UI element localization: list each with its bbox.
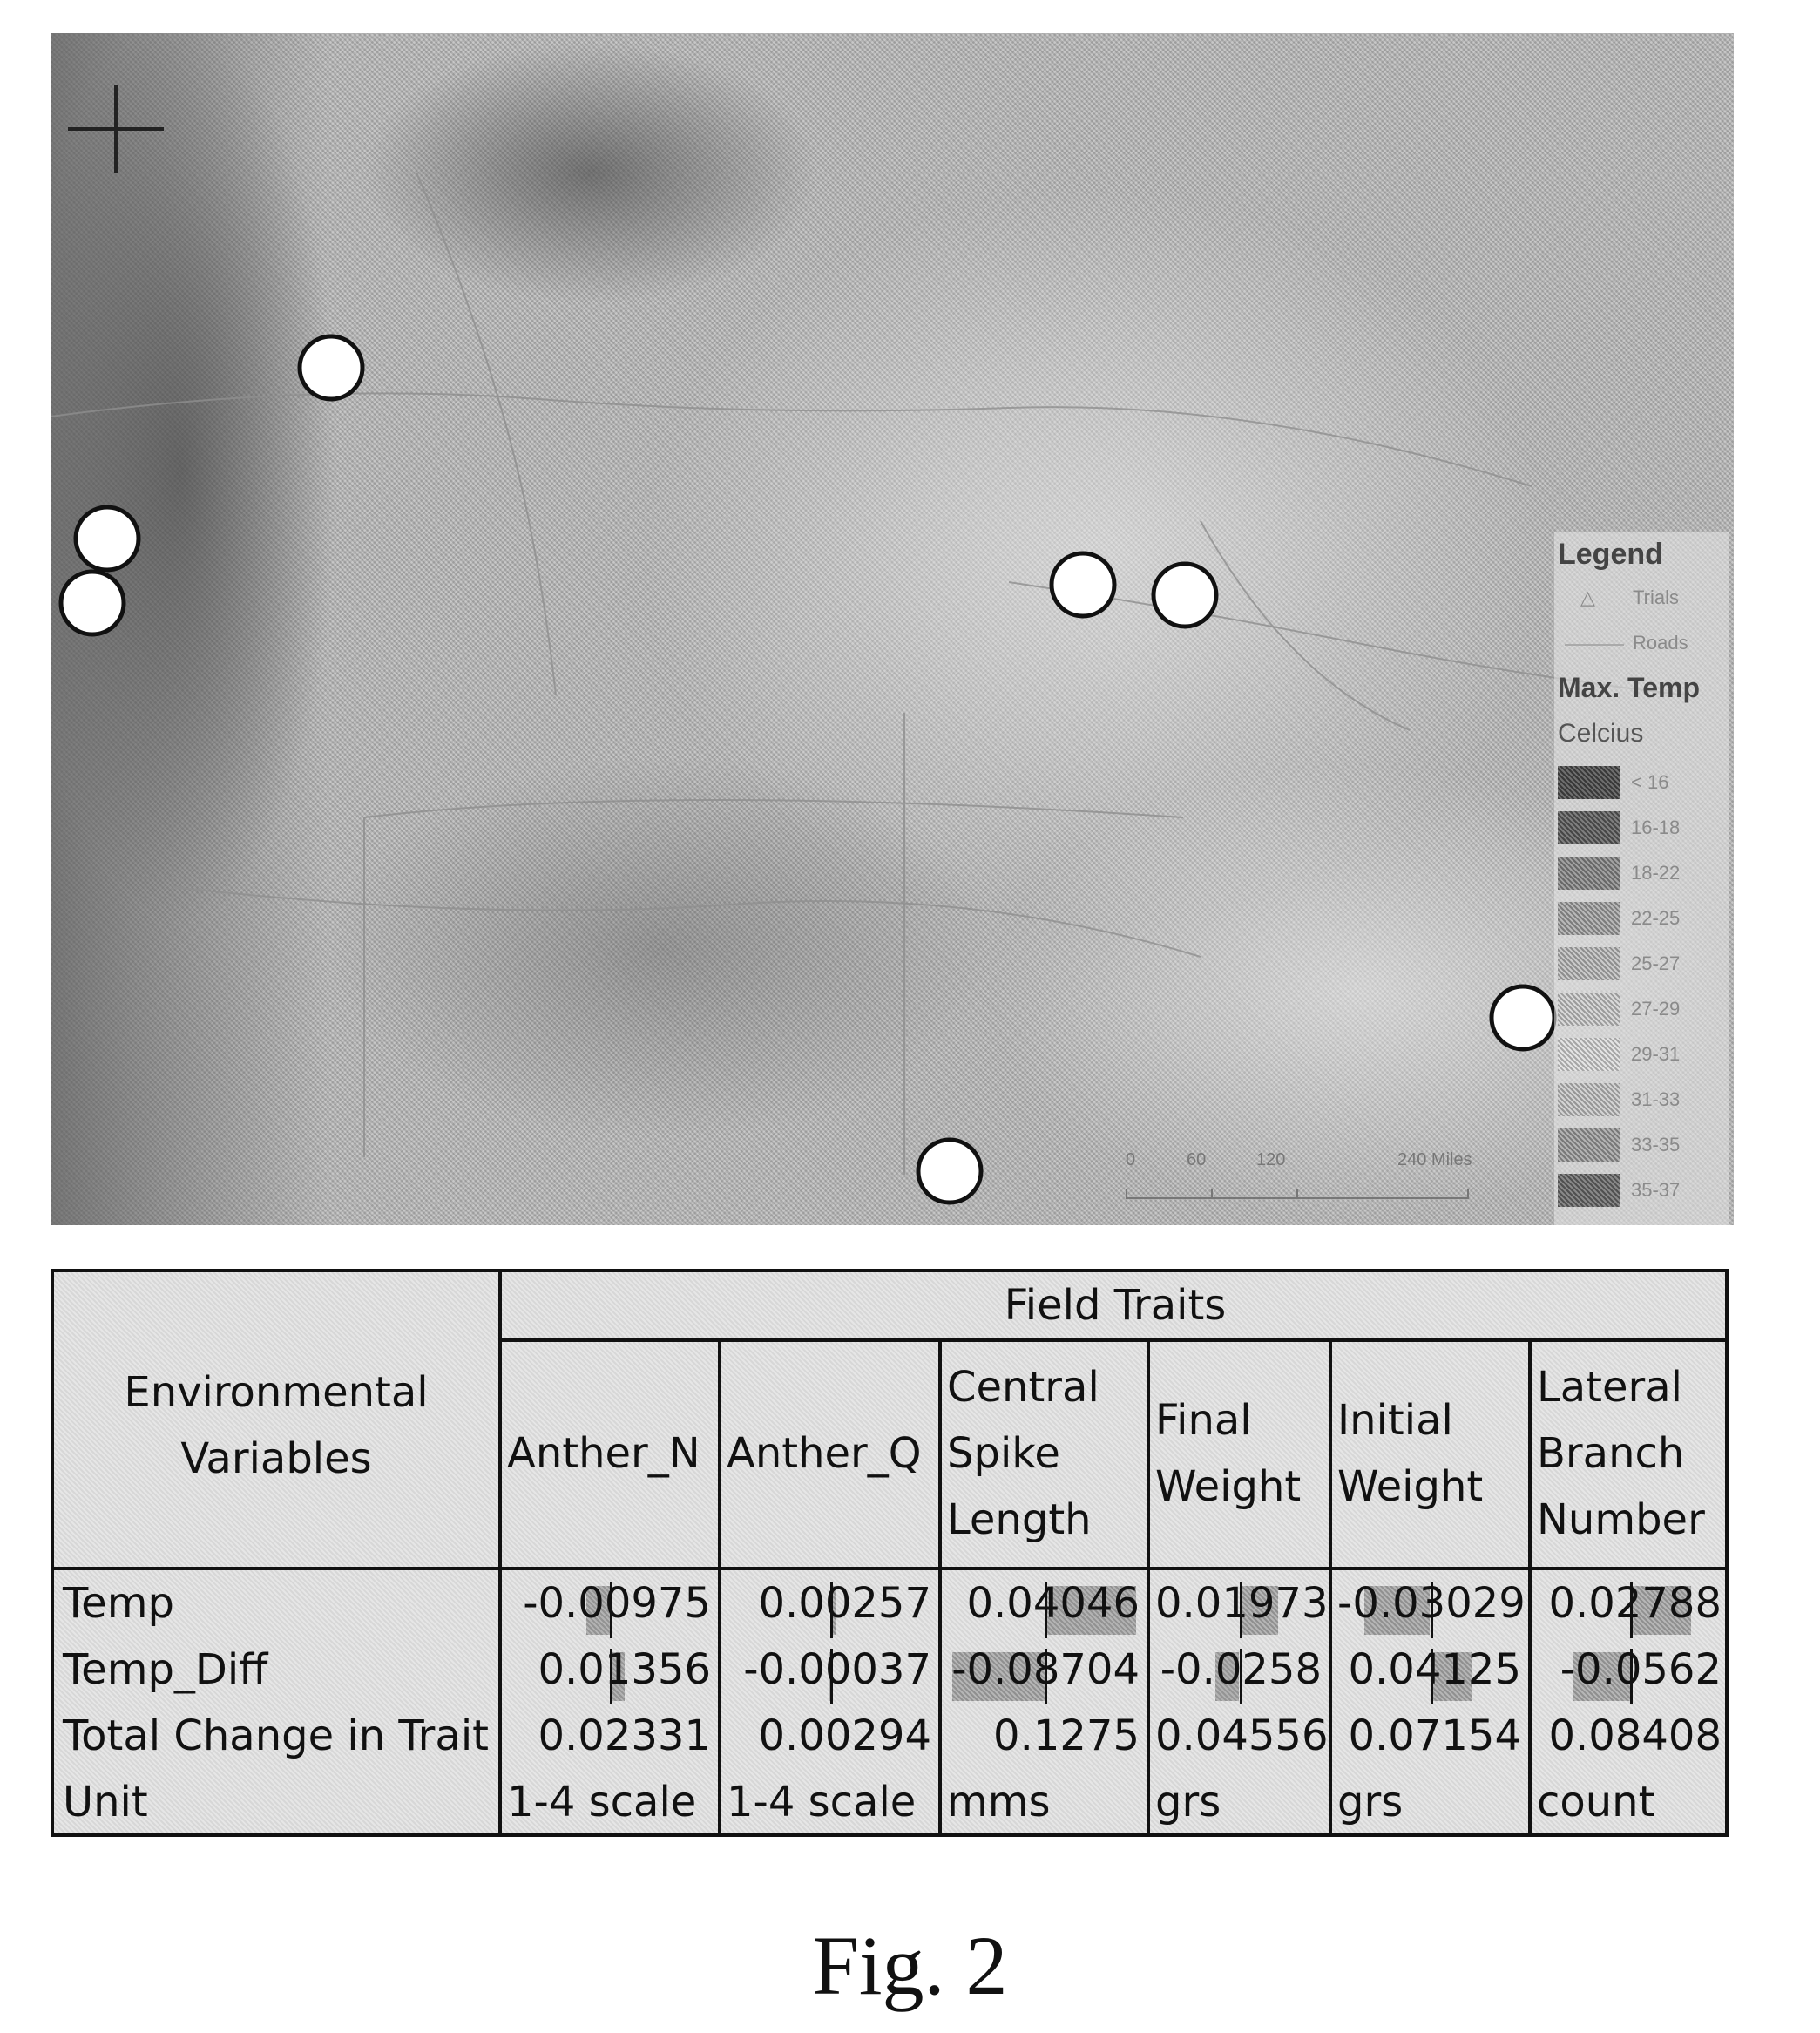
map-terrain <box>51 33 1734 1225</box>
trial-site-marker <box>918 1140 981 1203</box>
column-header: Anther_N <box>507 1429 700 1478</box>
legend-swatch <box>1558 1038 1620 1071</box>
unit-cell: 1-4 scale <box>727 1778 917 1826</box>
legend-item-trials: Trials <box>1633 586 1679 608</box>
legend-swatch <box>1558 1083 1620 1116</box>
value-cell: -0.08704 <box>951 1645 1140 1694</box>
value-cell: 0.02788 <box>1548 1579 1722 1628</box>
value-cell: 0.01973 <box>1155 1579 1329 1628</box>
trial-site-marker <box>300 336 362 399</box>
scale-tick-label: 240 Miles <box>1397 1150 1472 1169</box>
unit-cell: count <box>1537 1778 1655 1826</box>
legend-swatch <box>1558 811 1620 844</box>
legend-class-label: < 16 <box>1631 771 1669 793</box>
column-header: Lateral Branch Number <box>1537 1363 1705 1544</box>
legend-class-label: 22-25 <box>1631 907 1681 929</box>
legend-swatch <box>1558 1128 1620 1162</box>
value-cell: 0.1275 <box>993 1711 1140 1760</box>
trial-site-marker <box>1154 564 1216 627</box>
trial-site-marker <box>1492 986 1554 1049</box>
value-cell: -0.00975 <box>523 1579 711 1628</box>
legend-variable: Max. Temp <box>1558 672 1700 703</box>
legend-class <box>1558 1174 1723 1209</box>
value-cell: -0.0562 <box>1560 1645 1722 1694</box>
temperature-map <box>51 33 1734 1225</box>
value-cell: 0.04556 <box>1155 1711 1329 1760</box>
figure-caption: Fig. 2 <box>812 1919 1008 2012</box>
trait-table <box>51 1269 1729 1837</box>
value-cell: 0.01356 <box>538 1645 711 1694</box>
legend-class-label: 27-29 <box>1631 998 1681 1020</box>
legend-item-roads: Roads <box>1633 632 1688 654</box>
scale-tick-label: 60 <box>1187 1150 1207 1169</box>
row-label-temp: Temp <box>63 1579 174 1628</box>
value-cell: -0.03029 <box>1337 1579 1526 1628</box>
legend-title: Legend <box>1558 538 1663 571</box>
unit-cell: grs <box>1155 1778 1221 1826</box>
legend-class-label: 18-22 <box>1631 862 1681 884</box>
row-label-unit: Unit <box>63 1778 148 1826</box>
legend-swatch <box>1558 902 1620 935</box>
value-cell: 0.00257 <box>758 1579 931 1628</box>
legend-class <box>1558 1128 1723 1163</box>
column-header: Anther_Q <box>727 1429 922 1478</box>
legend-unit: Celcius <box>1558 719 1644 748</box>
legend-class <box>1558 766 1723 801</box>
value-cell: 0.08408 <box>1548 1711 1722 1760</box>
column-header: Final Weight <box>1155 1396 1302 1511</box>
unit-cell: 1-4 scale <box>507 1778 697 1826</box>
legend-class <box>1558 947 1723 982</box>
legend-swatch <box>1558 993 1620 1026</box>
legend-class <box>1558 993 1723 1027</box>
road-line-icon <box>1565 644 1624 646</box>
environmental-variables-header: Environmental Variables <box>124 1368 429 1483</box>
legend-swatch <box>1558 1174 1620 1207</box>
trials-symbol-icon: △ <box>1580 586 1595 608</box>
value-cell: 0.02331 <box>538 1711 711 1760</box>
scale-bar <box>1101 1150 1537 1220</box>
legend-class-label: 29-31 <box>1631 1043 1681 1065</box>
legend-class-label: 33-35 <box>1631 1134 1681 1155</box>
row-label-temp-diff: Temp_Diff <box>63 1645 268 1694</box>
trial-site-marker <box>76 507 139 570</box>
value-cell: 0.04046 <box>966 1579 1140 1628</box>
legend-swatch <box>1558 947 1620 980</box>
legend-class-label: 25-27 <box>1631 952 1681 974</box>
legend-class-label: 16-18 <box>1631 817 1681 838</box>
legend-class <box>1558 857 1723 891</box>
value-cell: -0.0258 <box>1160 1645 1322 1694</box>
legend-swatch <box>1558 766 1620 799</box>
map-legend <box>1554 532 1729 1225</box>
value-cell: 0.04125 <box>1348 1645 1521 1694</box>
legend-class-label: 35-37 <box>1631 1179 1681 1201</box>
unit-cell: grs <box>1337 1778 1404 1826</box>
unit-cell: mms <box>947 1778 1051 1826</box>
column-header: Central Spike Length <box>947 1363 1099 1544</box>
legend-class <box>1558 1038 1723 1073</box>
row-label-total-change: Total Change in Trait <box>63 1711 489 1760</box>
scale-tick-label: 0 <box>1126 1150 1136 1169</box>
legend-class <box>1558 811 1723 846</box>
value-cell: -0.00037 <box>743 1645 931 1694</box>
value-cell: 0.07154 <box>1348 1711 1521 1760</box>
trial-site-marker <box>61 572 124 634</box>
value-cell: 0.00294 <box>758 1711 931 1760</box>
column-header: Initial Weight <box>1337 1396 1484 1511</box>
legend-class <box>1558 1083 1723 1118</box>
field-traits-header: Field Traits <box>1004 1281 1227 1330</box>
scale-tick-label: 120 <box>1256 1150 1286 1169</box>
legend-swatch <box>1558 857 1620 890</box>
legend-class-label: 31-33 <box>1631 1088 1681 1110</box>
trial-site-marker <box>1052 553 1114 616</box>
legend-class <box>1558 902 1723 937</box>
